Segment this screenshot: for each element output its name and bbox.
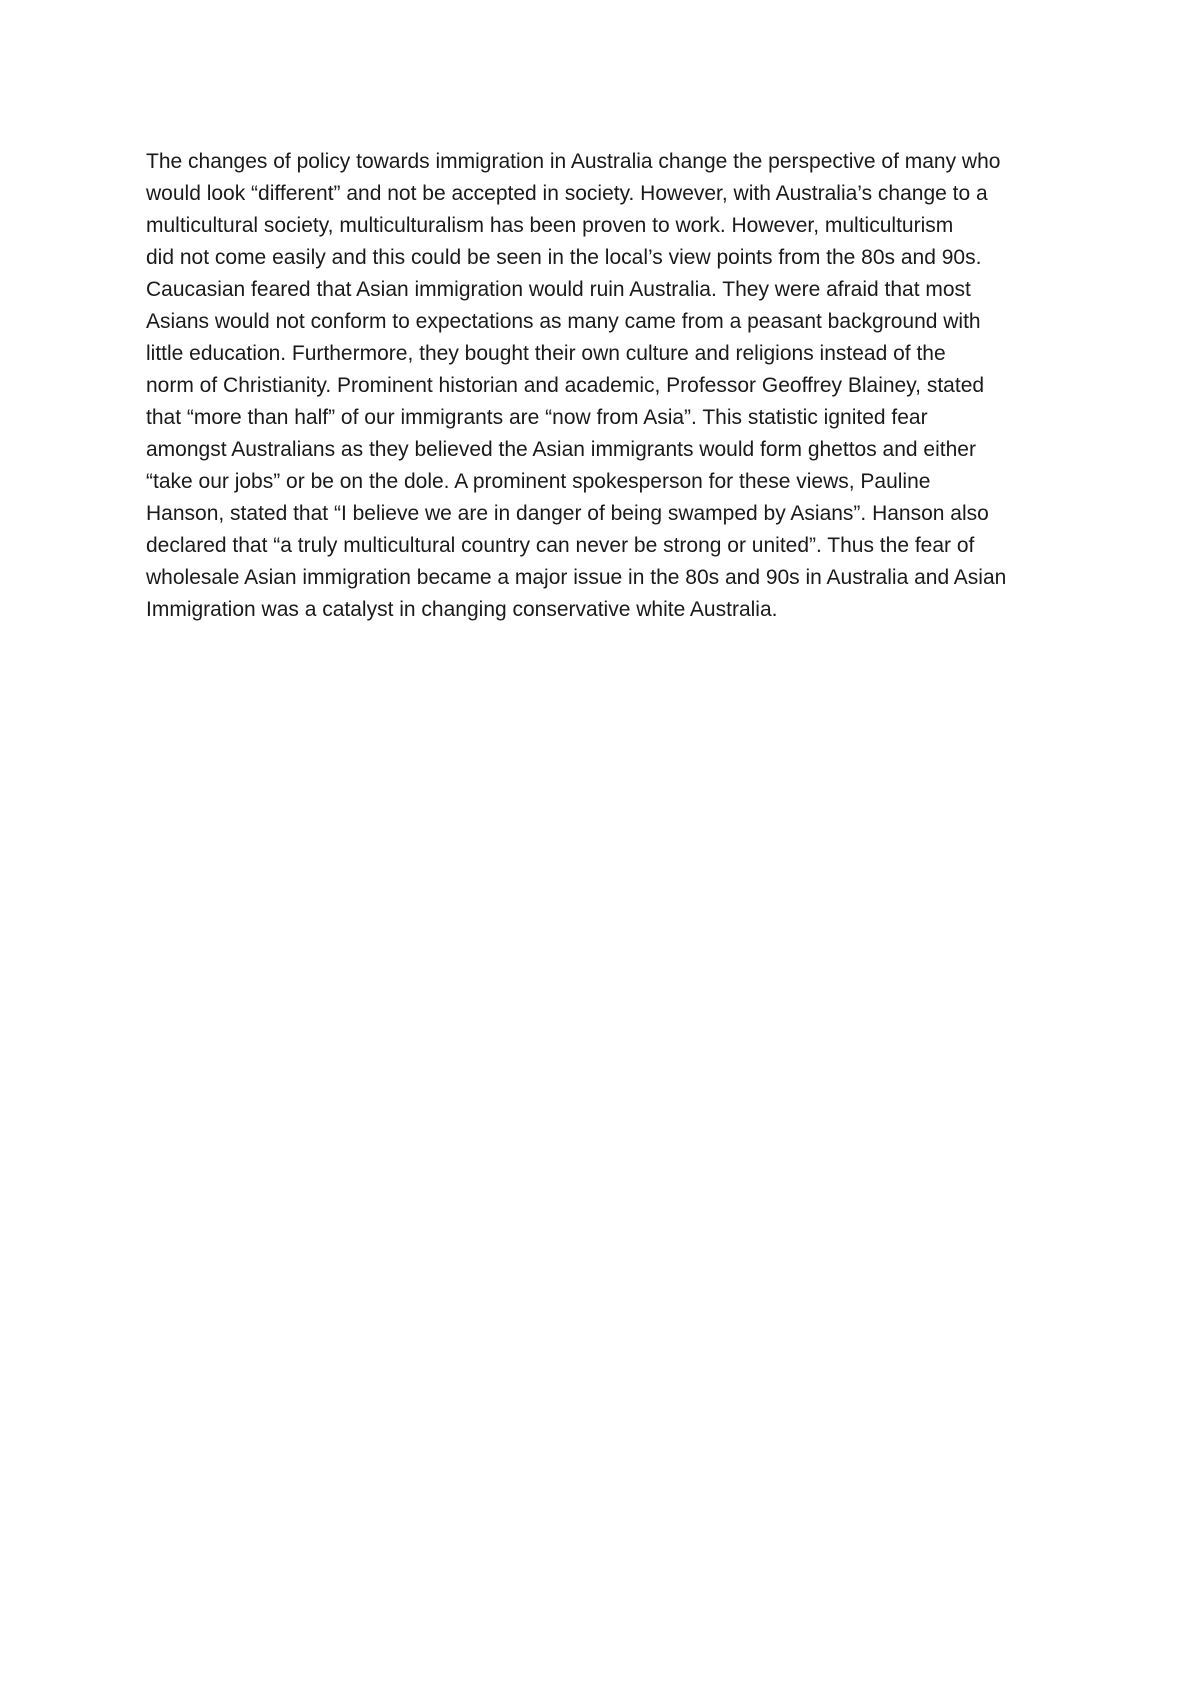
paragraph-line: would look “different” and not be accepted in society. However, with Australia’s change to a [146,182,988,205]
paragraph-line: Immigration was a catalyst in changing conservative white Australia. [146,598,778,621]
paragraph-line: that “more than half” of our immigrants are “now from Asia”. This statistic ignited fear [146,406,928,429]
paragraph-line: Hanson, stated that “I believe we are in danger of being swamped by Asians”. Hanson also [146,502,989,525]
paragraph-line: “take our jobs” or be on the dole. A prominent spokesperson for these views, Pauline [146,470,931,493]
paragraph-line: declared that “a truly multicultural country can never be strong or united”. Thus the fear of [146,534,975,557]
paragraph-line: Caucasian feared that Asian immigration would ruin Australia. They were afraid that most [146,278,971,301]
paragraph-line: The changes of policy towards immigration in Australia change the perspective of many who [146,150,1001,173]
paragraph-line: Asians would not conform to expectations as many came from a peasant background with [146,310,981,333]
paragraph-line: did not come easily and this could be seen in the local’s view points from the 80s and 90s. [146,246,982,269]
paragraph-line: amongst Australians as they believed the Asian immigrants would form ghettos and either [146,438,976,461]
paragraph-line: wholesale Asian immigration became a major issue in the 80s and 90s in Australia and Asian [146,566,1007,589]
paragraph-line: multicultural society, multiculturalism has been proven to work. However, multiculturism [146,214,954,237]
body-paragraph [146,146,1076,626]
paragraph-line: little education. Furthermore, they bought their own culture and religions instead of the [146,342,946,365]
paragraph-line: norm of Christianity. Prominent historian and academic, Professor Geoffrey Blainey, stated [146,374,985,397]
